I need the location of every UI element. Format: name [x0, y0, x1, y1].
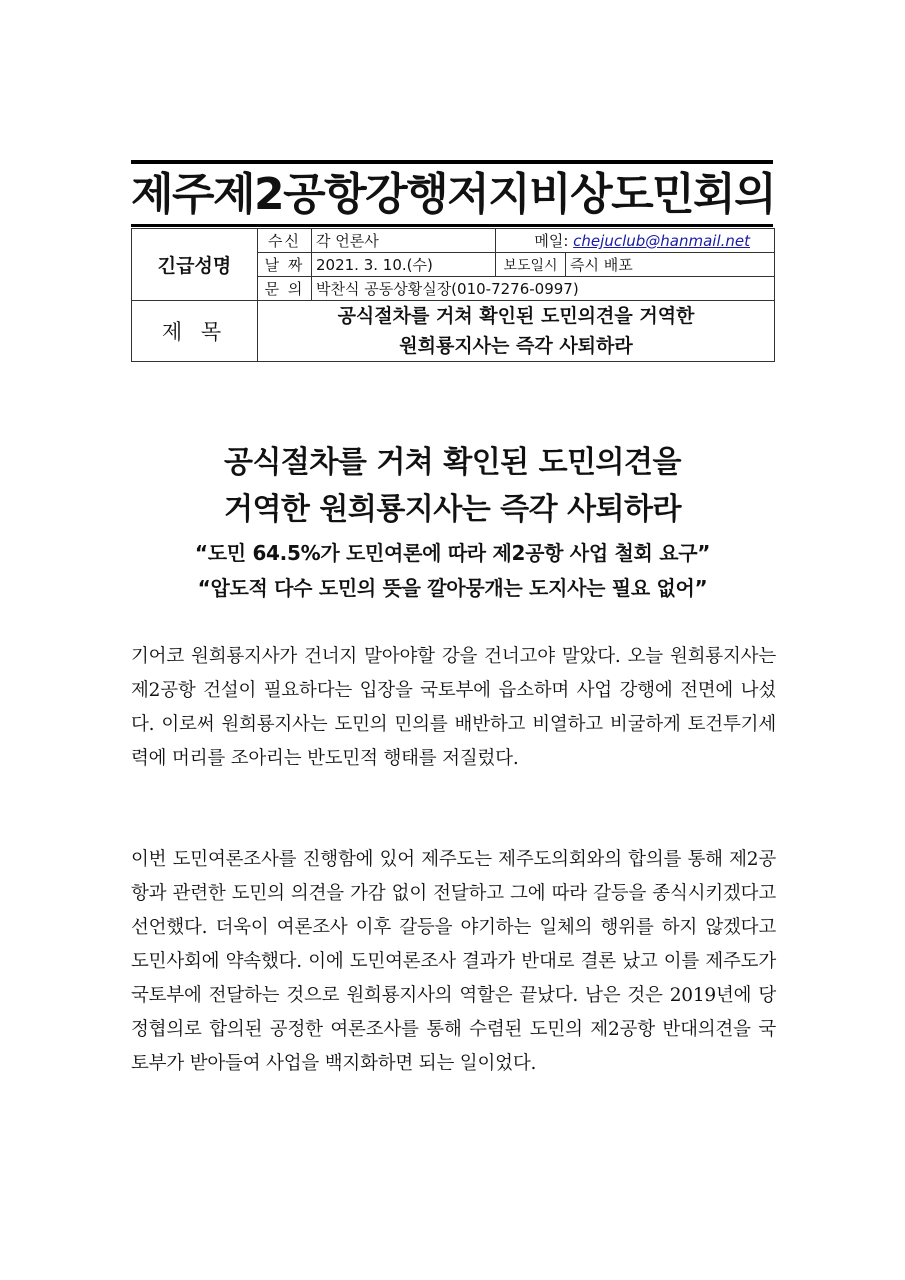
headline-line-1: 공식절차를 거쳐 확인된 도민의견을	[223, 445, 682, 480]
subject-label: 제 목	[132, 301, 258, 362]
body-paragraph-1: 기어코 원희룡지사가 건너지 말아야할 강을 건너고야 말았다. 오늘 원희룡지사는 제2공항 건설이 필요하다는 입장을 국토부에 읍소하며 사업 강행에 전면에 나섰다. 이로써 원희룡지사는 도민의 민의를 배반하고 비열하고 비굴하게 토건투기세력에 머리를 조아리는 반도민적 행태를 저질렀다.	[131, 646, 776, 769]
email-label: 메일:	[534, 232, 569, 250]
release-type: 긴급성명	[132, 229, 258, 301]
contact-value: 박찬식 공동상황실장(010-7276-0997)	[312, 277, 775, 301]
body-paragraph-2: 이번 도민여론조사를 진행함에 있어 제주도는 제주도의회와의 합의를 통해 제2공항과 관련한 도민의 의견을 가감 없이 전달하고 그에 따라 갈등을 종식시키겠다고 선언했다. 더욱이 여론조사 이후 갈등을 야기하는 일체의 행위를 하지 않겠다고 도민사회에 약속했다. 이에 도민여론조사 결과가 반대로 결론 났고 이를 제주도가 국토부에 전달하는 것으로 원희룡지사의 역할은 끝났다. 남은 것은 2019년에 당정협의로 합의된 공정한 여론조사를 통해 수렴된 도민의 제2공항 반대의견을 국토부가 받아들여 사업을 백지화하면 되는 일이었다.	[131, 849, 776, 1074]
headline-line-2: 거역한 원희룡지사는 즉각 사퇴하라	[223, 492, 682, 527]
header-top-rule	[131, 160, 773, 164]
contact-label: 문 의	[258, 277, 312, 301]
press-release-info-table	[131, 228, 775, 362]
subheadline-2: “압도적 다수 도민의 뜻을 깔아뭉개는 도지사는 필요 없어”	[197, 576, 708, 600]
recipient-value: 각 언론사	[312, 229, 496, 253]
date-label: 날 짜	[258, 253, 312, 277]
header-bottom-rule	[131, 224, 773, 227]
organization-title: 제주제2공항강행저지비상도민회의	[131, 169, 776, 220]
subject-line-1: 공식절차를 거쳐 확인된 도민의견을 거역한	[337, 305, 695, 327]
subheadline-1: “도민 64.5%가 도민여론에 따라 제2공항 사업 철회 요구”	[194, 541, 711, 565]
subject-line-2: 원희룡지사는 즉각 사퇴하라	[399, 335, 633, 357]
release-time-label: 보도일시	[496, 253, 566, 277]
recipient-label: 수신	[258, 229, 312, 253]
email-cell	[496, 229, 775, 253]
release-time-value: 즉시 배포	[566, 253, 775, 277]
date-value: 2021. 3. 10.(수)	[312, 253, 496, 277]
subject-value	[258, 301, 775, 362]
email-link[interactable]: chejuclub@hanmail.net	[573, 232, 751, 250]
